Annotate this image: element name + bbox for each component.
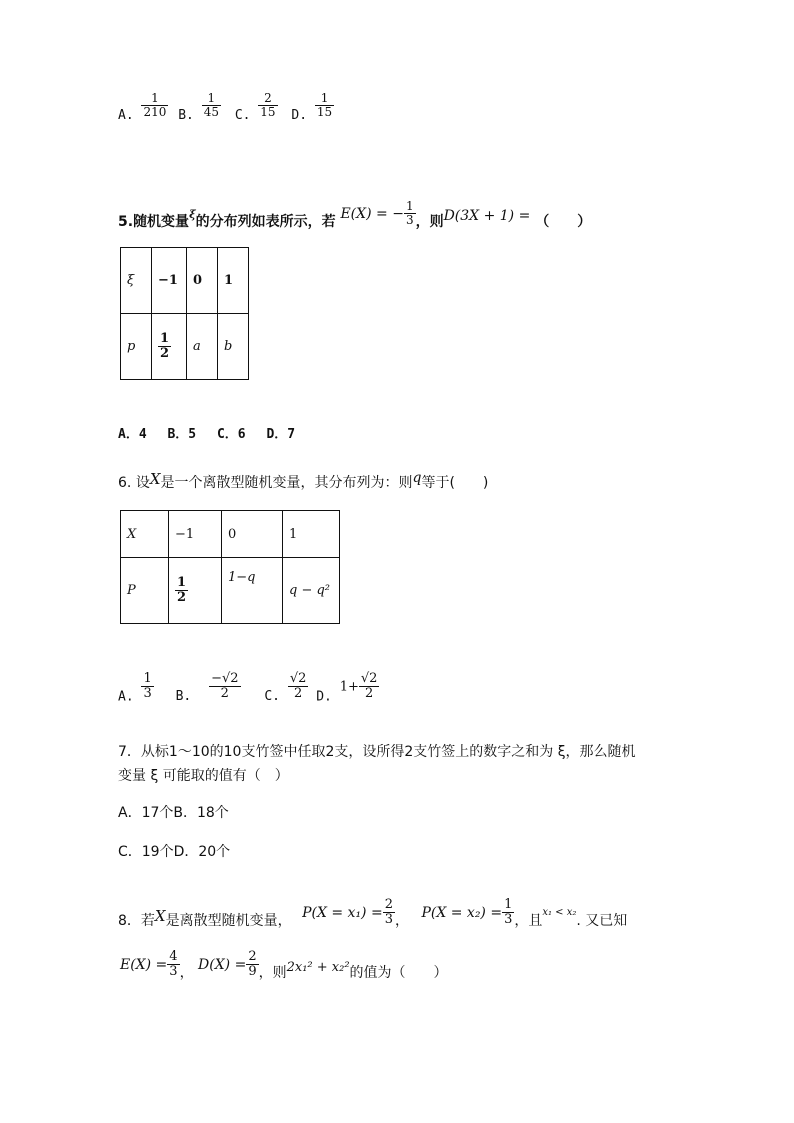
q5-cell-neg1: −1 xyxy=(152,248,187,314)
q5-cell-1: 1 xyxy=(218,248,249,314)
q5-paren: （ ） xyxy=(535,214,592,231)
q6-cell-1-minus-q: 1−q xyxy=(222,558,283,624)
q4-option-a-fraction: $\frac{1}{210}$ xyxy=(143,90,167,119)
q4-option-b-label: B. xyxy=(178,108,194,123)
q4-option-a-label: A. xyxy=(118,108,134,123)
q4-option-c-fraction: $\frac{2}{15}$ xyxy=(260,90,276,119)
q5-condition: E(X) = − xyxy=(340,206,404,223)
q5-cell-xi: ξ xyxy=(121,248,152,314)
q6-option-d-prefix: 1+ xyxy=(339,679,359,695)
q8-prob-x2: P(X = x₂) = xyxy=(421,904,503,921)
q6-option-d-fraction: $\frac{√2}{2}$ xyxy=(360,671,378,702)
q6-var-q: q xyxy=(412,470,422,486)
q6-option-a-fraction: $\frac{1}{3}$ xyxy=(143,671,152,702)
q8-prob-x2-fraction: $\frac{1}{3}$ xyxy=(504,897,513,928)
q6-cell-p: P xyxy=(121,558,169,624)
q8-expectation-fraction: $\frac{4}{3}$ xyxy=(169,949,178,980)
q8-prob-x1: P(X = x₁) = xyxy=(302,904,383,921)
q8-stem-line1: 8．若X是离散型随机变量， P(X = x₁) = $\frac{2}{3}$ ， P(X = x₂) = $\frac{1}{3}$ ，且x₁ < x₂. 又已知 xyxy=(118,897,628,929)
q7-options-cd: C．19个D．20个 xyxy=(118,844,231,860)
q7-stem-line1: 7．从标1～10的10支竹签中任取2支，设所得2支竹签上的数字之和为 ξ，那么随机 xyxy=(118,744,636,760)
q8-variance-fraction: $\frac{2}{9}$ xyxy=(248,949,257,980)
q5-stem: 5.随机变量$^\xi$的分布列如表所示，若 E(X) = − $\frac{1}{3}$ ，则D(3X + 1) = （ ） xyxy=(118,199,592,231)
q5-xi: ξ xyxy=(189,208,196,222)
q4-options xyxy=(118,90,334,123)
q6-cell-x: X xyxy=(121,511,169,558)
q5-cell-half: $\frac{1}{2}$ xyxy=(152,314,187,380)
q4-option-c-label: C. xyxy=(234,108,251,123)
q6-distribution-table xyxy=(120,510,340,624)
q5-cell-a: a xyxy=(187,314,218,380)
q6-cell-half: $\frac{1}{2}$ xyxy=(169,558,222,624)
q8-var-x: X xyxy=(154,906,166,925)
q6-cell-q-minus-q2: q − q² xyxy=(283,558,340,624)
q6-option-c-label: C. xyxy=(264,689,281,705)
q6-cell-0: 0 xyxy=(222,511,283,558)
q8-target-expression: 2x₁² + x₂² xyxy=(286,959,350,975)
q6-option-b-fraction: $\frac{-√2}{2}$ xyxy=(211,671,239,702)
q8-stem-line2: E(X) = $\frac{4}{3}$ ， D(X) = $\frac{2}{9}$ ，则2x₁² + x₂²的值为（ ） xyxy=(120,949,448,981)
q4-option-b-fraction: $\frac{1}{45}$ xyxy=(203,90,219,119)
q6-option-a-label: A. xyxy=(118,689,134,705)
q6-cell-neg1: −1 xyxy=(169,511,222,558)
q5-options: A．4 B．5 C．6 D．7 xyxy=(118,427,296,442)
q6-stem: 6. 设X是一个离散型随机变量，其分布列为：则q等于( ) xyxy=(118,470,489,491)
q4-option-d-label: D. xyxy=(291,108,308,123)
q8-prob-x1-fraction: $\frac{2}{3}$ xyxy=(384,897,393,928)
q5-cell-0: 0 xyxy=(187,248,218,314)
q5-target: D(3X + 1) = xyxy=(443,208,531,225)
q5-cell-b: b xyxy=(218,314,249,380)
q5-condition-fraction: $\frac{1}{3}$ xyxy=(405,199,414,228)
q7-options-ab: A．17个B．18个 xyxy=(118,805,229,821)
q8-variance: D(X) = xyxy=(198,956,247,973)
q6-option-b-label: B. xyxy=(175,689,192,705)
q5-cell-p: p xyxy=(121,314,152,380)
q6-option-c-fraction: $\frac{√2}{2}$ xyxy=(289,671,307,702)
q5-distribution-table xyxy=(120,247,249,380)
q8-inequality: x₁ < x₂ xyxy=(542,906,577,918)
q6-cell-1: 1 xyxy=(283,511,340,558)
q7-stem-line2: 变量 ξ 可能取的值有（ ） xyxy=(118,768,289,784)
q6-option-d-label: D. xyxy=(316,689,332,705)
q8-expectation: E(X) = xyxy=(120,956,168,973)
q6-options xyxy=(118,672,379,704)
q6-var-x: X xyxy=(149,470,161,488)
q4-option-d-fraction: $\frac{1}{15}$ xyxy=(316,90,333,119)
